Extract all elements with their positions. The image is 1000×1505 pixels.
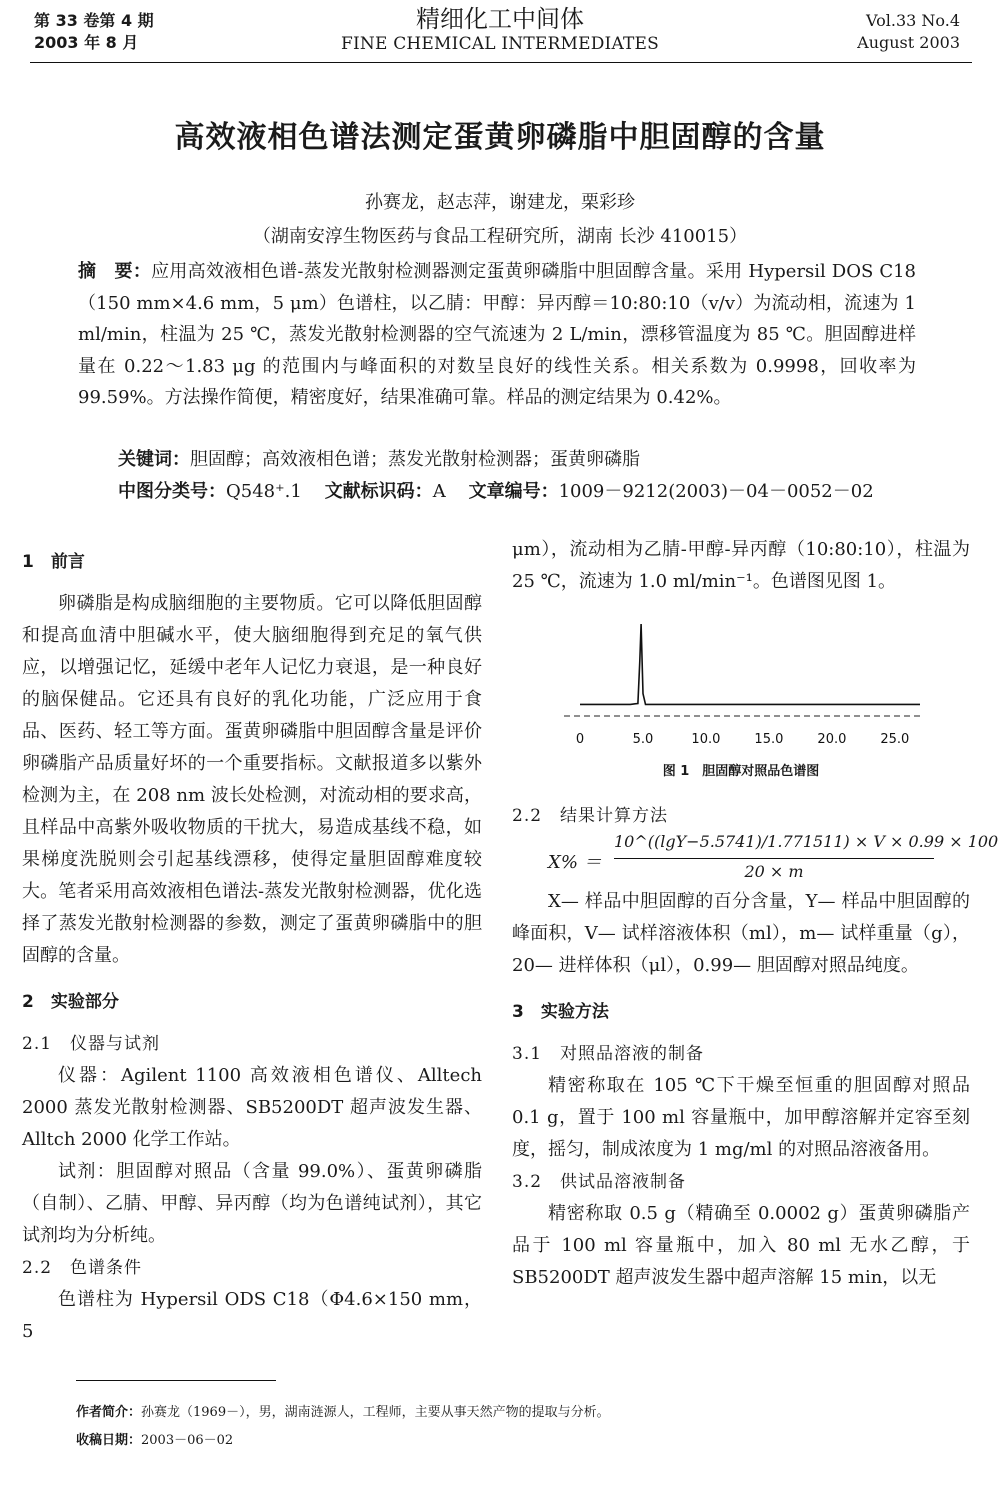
chromatogram-figure <box>560 616 930 768</box>
chromatogram-trace <box>580 624 920 704</box>
doc-code-value: A <box>432 481 446 502</box>
right-column-top <box>512 534 970 598</box>
section-2-2b-title: 2.2 结果计算方法 <box>512 806 669 826</box>
publication-date-cn: 2003 年 8 月 <box>34 33 139 52</box>
x-tick-label: 10.0 <box>691 732 721 747</box>
received-date <box>76 1432 233 1450</box>
journal-issue-en <box>857 10 960 54</box>
journal-masthead <box>300 4 700 54</box>
author-bio-label: 作者简介： <box>76 1405 142 1420</box>
x-axis-tick-labels <box>576 732 909 747</box>
right-column-lower <box>512 886 970 1294</box>
right-column-main <box>512 800 970 832</box>
conditions-continued: μm），流动相为乙腈-甲醇-异丙醇（10:80:10），柱温为 25 ℃，流速为 1.0 ml/min⁻¹。色谱图见图 1。 <box>512 539 970 592</box>
x-tick-label: 5.0 <box>632 732 654 747</box>
author-list: 孙赛龙，赵志萍，谢建龙，栗彩珍 <box>365 192 635 213</box>
formula-denominator: 20 × m <box>744 862 804 881</box>
abstract-text: 应用高效液相色谱-蒸发光散射检测器测定蛋黄卵磷脂中胆固醇含量。采用 Hypersil DOS C18（150 mm×4.6 mm，5 μm）色谱柱，以乙腈：甲醇：异丙醇＝10:80:10（v/v）为流动相，流速为 1 ml/min，柱温为 25 ℃，蒸发光散射检测器的空气流速为 2 L/min，漂移管温度为 85 ℃。胆固醇进样量在 0.22～1.83 μg 的范围内与峰面积的对数呈良好的线性关系。相关系数为 0.9998，回收率为 99.59%。方法操作简便，精密度好，结果准确可靠。样品的测定结果为 0.42%。 <box>78 261 917 408</box>
classification-line <box>118 478 874 506</box>
formula-numerator: 10^((lgY−5.5741)/1.771511) × V × 0.99 × 100 <box>614 832 999 851</box>
volume-issue-en: Vol.33 No.4 <box>866 11 960 30</box>
formula-lhs: X% ＝ <box>548 852 602 873</box>
section-1-title: 1 前言 <box>22 552 85 572</box>
section-3-title: 3 实验方法 <box>512 1002 609 1022</box>
sample-solution-paragraph: 精密称取 0.5 g（精确至 0.0002 g）蛋黄卵磷脂产品于 100 ml 容量瓶中，加入 80 ml 无水乙醇，于 SB5200DT 超声波发生器中超声溶解 15 min，以无 <box>512 1203 970 1288</box>
reagents-paragraph: 试剂：胆固醇对照品（含量 99.0%）、蛋黄卵磷脂（自制）、乙腈、甲醇、异丙醇（均为色谱纯试剂），其它试剂均为分析纯。 <box>22 1161 482 1246</box>
article-number-value: 1009－9212(2003)－04－0052－02 <box>558 481 874 502</box>
clc-value: Q548⁺.1 <box>226 481 302 502</box>
formula-fraction-bar <box>614 858 934 859</box>
author-bio <box>76 1404 610 1422</box>
received-date-text: 2003－06－02 <box>141 1433 234 1448</box>
header-rule <box>30 62 972 63</box>
doc-code-label: 文献标识码： <box>324 481 433 502</box>
section-2-title: 2 实验部分 <box>22 992 119 1012</box>
instruments-paragraph: 仪器：Agilent 1100 高效液相色谱仪、Alltech 2000 蒸发光散射检测器、SB5200DT 超声波发生器、Alltch 2000 化学工作站。 <box>22 1065 482 1150</box>
section-1-paragraph: 卵磷脂是构成脑细胞的主要物质。它可以降低胆固醇和提高血清中胆碱水平，使大脑细胞得到充足的氧气供应，以增强记忆，延缓中老年人记忆力衰退，是一种良好的脑保健品。它还具有良好的乳化功能，广泛应用于食品、医药、轻工等方面。蛋黄卵磷脂中胆固醇含量是评价卵磷脂产品质量好坏的一个重要指标。文献报道多以紫外检测为主，在 208 nm 波长处检测，对流动相的要求高，且样品中高紫外吸收物质的干扰大，易造成基线不稳，如果梯度洗脱则会引起基线漂移，使得定量胆固醇难度较大。笔者采用高效液相色谱法-蒸发光散射检测器，优化选择了蒸发光散射检测器的参数，测定了蛋黄卵磷脂中的胆固醇的含量。 <box>22 593 482 966</box>
clc-label: 中图分类号： <box>118 481 226 502</box>
author-bio-text: 孙赛龙（1969－），男，湖南涟源人，工程师，主要从事天然产物的提取与分析。 <box>141 1405 610 1420</box>
volume-issue-cn: 第 33 卷第 4 期 <box>34 11 154 30</box>
section-3-2-title: 3.2 供试品溶液制备 <box>512 1172 687 1192</box>
keywords <box>118 446 640 474</box>
received-date-label: 收稿日期： <box>76 1433 142 1448</box>
x-tick-label: 15.0 <box>754 732 784 747</box>
abstract-label: 摘 要： <box>78 261 152 282</box>
journal-issue-cn <box>34 10 154 54</box>
article-title: 高效液相色谱法测定蛋黄卵磷脂中胆固醇的含量 <box>174 120 826 155</box>
article-number-label: 文章编号： <box>468 481 559 502</box>
journal-name-en: FINE CHEMICAL INTERMEDIATES <box>341 34 659 54</box>
column-conditions-paragraph: 色谱柱为 Hypersil ODS C18（Φ4.6×150 mm，5 <box>22 1289 482 1342</box>
keywords-text: 胆固醇；高效液相色谱；蒸发光散射检测器；蛋黄卵磷脂 <box>190 449 640 470</box>
formula-variable-definitions: X— 样品中胆固醇的百分含量，Y— 样品中胆固醇的峰面积，V— 试样溶液体积（ml），m— 试样重量（g），20— 进样体积（μl），0.99— 胆固醇对照品纯度。 <box>512 891 970 976</box>
reference-solution-paragraph: 精密称取在 105 ℃下干燥至恒重的胆固醇对照品 0.1 g，置于 100 ml 容量瓶中，加甲醇溶解并定容至刻度，摇匀，制成浓度为 1 mg/ml 的对照品溶液备用。 <box>512 1075 970 1160</box>
section-2-1-title: 2.1 仪器与试剂 <box>22 1034 161 1054</box>
figure-1-caption: 图 1 胆固醇对照品色谱图 <box>662 764 820 779</box>
abstract <box>78 256 916 414</box>
affiliation: （湖南安淳生物医药与食品工程研究所，湖南 长沙 410015） <box>252 226 748 247</box>
x-tick-label: 25.0 <box>880 732 910 747</box>
journal-name-cn: 精细化工中间体 <box>416 5 584 33</box>
publication-date-en: August 2003 <box>857 33 960 52</box>
section-3-1-title: 3.1 对照品溶液的制备 <box>512 1044 705 1064</box>
footnote-rule <box>76 1380 276 1381</box>
section-2-2-title: 2.2 色谱条件 <box>22 1258 143 1278</box>
x-tick-label: 20.0 <box>817 732 847 747</box>
left-column <box>22 546 482 1348</box>
calculation-formula <box>548 830 999 888</box>
x-tick-label: 0 <box>575 732 585 747</box>
keywords-label: 关键词： <box>118 449 190 470</box>
